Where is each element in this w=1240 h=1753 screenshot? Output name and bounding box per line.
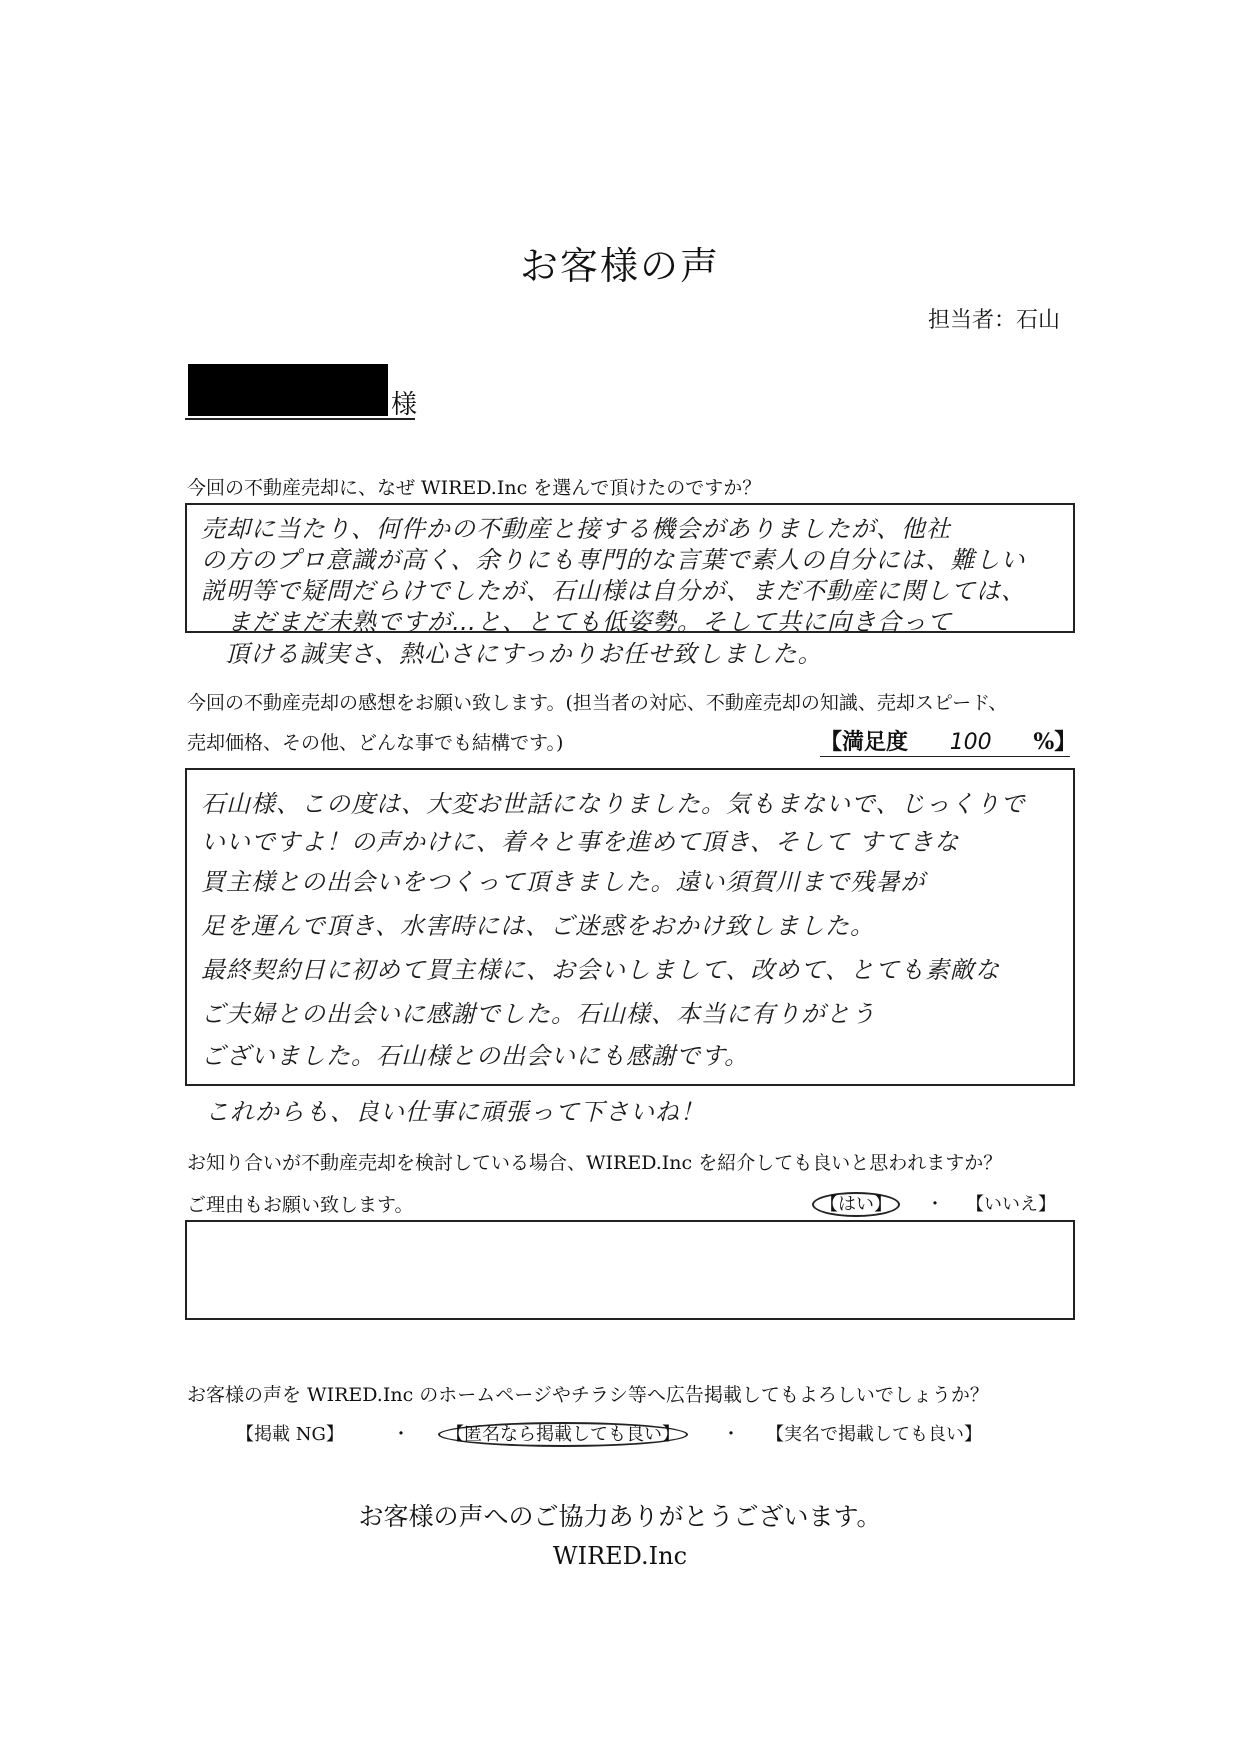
q1-answer-line: 売却に当たり、何件かの不動産と接する機会がありましたが、他社 <box>201 515 951 543</box>
customer-suffix: 様 <box>391 390 418 420</box>
satisfaction-label: 【満足度 <box>820 729 909 755</box>
q2-answer-line: 買主様との出会いをつくって頂きました。遠い須賀川まで残暑が <box>201 868 926 896</box>
q1-answer-line: の方のプロ意識が高く、余りにも専門的な言葉で素人の自分には、難しい <box>201 546 1026 574</box>
q2-answer-line: ご夫婦との出会いに感謝でした。石山様、本当に有りがとう <box>201 1000 876 1028</box>
q3-reason-prompt: ご理由もお願い致します。 <box>187 1194 414 1216</box>
q2-question-line2: 売却価格、その他、どんな事でも結構です。) <box>187 732 564 754</box>
option-no[interactable]: 【いいえ】 <box>966 1194 1056 1215</box>
option-publish-anonymous-label: 【匿名なら掲載しても良い】 <box>438 1422 688 1447</box>
option-yes-label: 【はい】 <box>812 1192 900 1217</box>
option-publish-real-name[interactable]: 【実名で掲載しても良い】 <box>766 1424 982 1445</box>
q4-question: お客様の声を WIRED.Inc のホームページやチラシ等へ広告掲載してもよろしいでしょうか？ <box>187 1384 989 1406</box>
option-separator: ・ <box>722 1424 740 1445</box>
footer-thanks: お客様の声へのご協力ありがとうございます。 <box>358 1502 882 1531</box>
q2-answer-line: 石山様、この度は、大変お世話になりました。気もまないで、じっくりで <box>201 790 1026 818</box>
q3-reason-box[interactable] <box>185 1220 1075 1320</box>
redacted-customer-name <box>188 364 388 416</box>
footer-company: WIRED.Inc <box>552 1542 688 1570</box>
q2-answer-line: 最終契約日に初めて買主様に、お会いしまして、改めて、とても素敵な <box>201 956 1001 984</box>
option-yes[interactable] <box>812 1190 900 1216</box>
option-separator: ・ <box>392 1424 410 1445</box>
q2-answer-line: これからも、良い仕事に頑張って下さいね！ <box>205 1098 705 1126</box>
satisfaction-value: 100 <box>949 730 992 755</box>
option-publish-ng[interactable]: 【掲載 NG】 <box>236 1424 344 1445</box>
q1-answer-box <box>185 503 1075 636</box>
q1-answer-line: 説明等で疑問だらけでしたが、石山様は自分が、まだ不動産に関しては、 <box>201 577 1026 605</box>
q2-answer-line: いいですよ！の声かけに、着々と事を進めて頂き、そして すてきな <box>201 828 960 856</box>
q2-answer-line: ございました。石山様との出会いにも感謝です。 <box>201 1042 750 1070</box>
q1-answer-line: 頂ける誠実さ、熱心さにすっかりお任せ致しました。 <box>225 640 823 668</box>
satisfaction-rating <box>820 725 1076 756</box>
page-title: お客様の声 <box>519 244 720 288</box>
option-publish-anonymous[interactable] <box>438 1420 688 1446</box>
q2-question-line1: 今回の不動産売却の感想をお願い致します。(担当者の対応、不動産売却の知識、売却スピード、 <box>187 692 1008 714</box>
q1-question: 今回の不動産売却に、なぜ WIRED.Inc を選んで頂けたのですか？ <box>187 477 762 499</box>
satisfaction-unit: %】 <box>1033 729 1077 755</box>
q2-answer-box <box>185 768 1075 1086</box>
q3-question: お知り合いが不動産売却を検討している場合、WIRED.Inc を紹介しても良いと思われますか？ <box>187 1152 1003 1174</box>
staff-name: 担当者：石山 <box>927 308 1060 333</box>
q2-answer-line: 足を運んで頂き、水害時には、ご迷惑をおかけ致しました。 <box>201 912 876 940</box>
satisfaction-underline <box>820 756 1070 757</box>
q1-answer-line: まだまだ未熟ですが…と、とても低姿勢。そして共に向き合って <box>227 608 952 636</box>
option-separator: ・ <box>926 1194 944 1215</box>
